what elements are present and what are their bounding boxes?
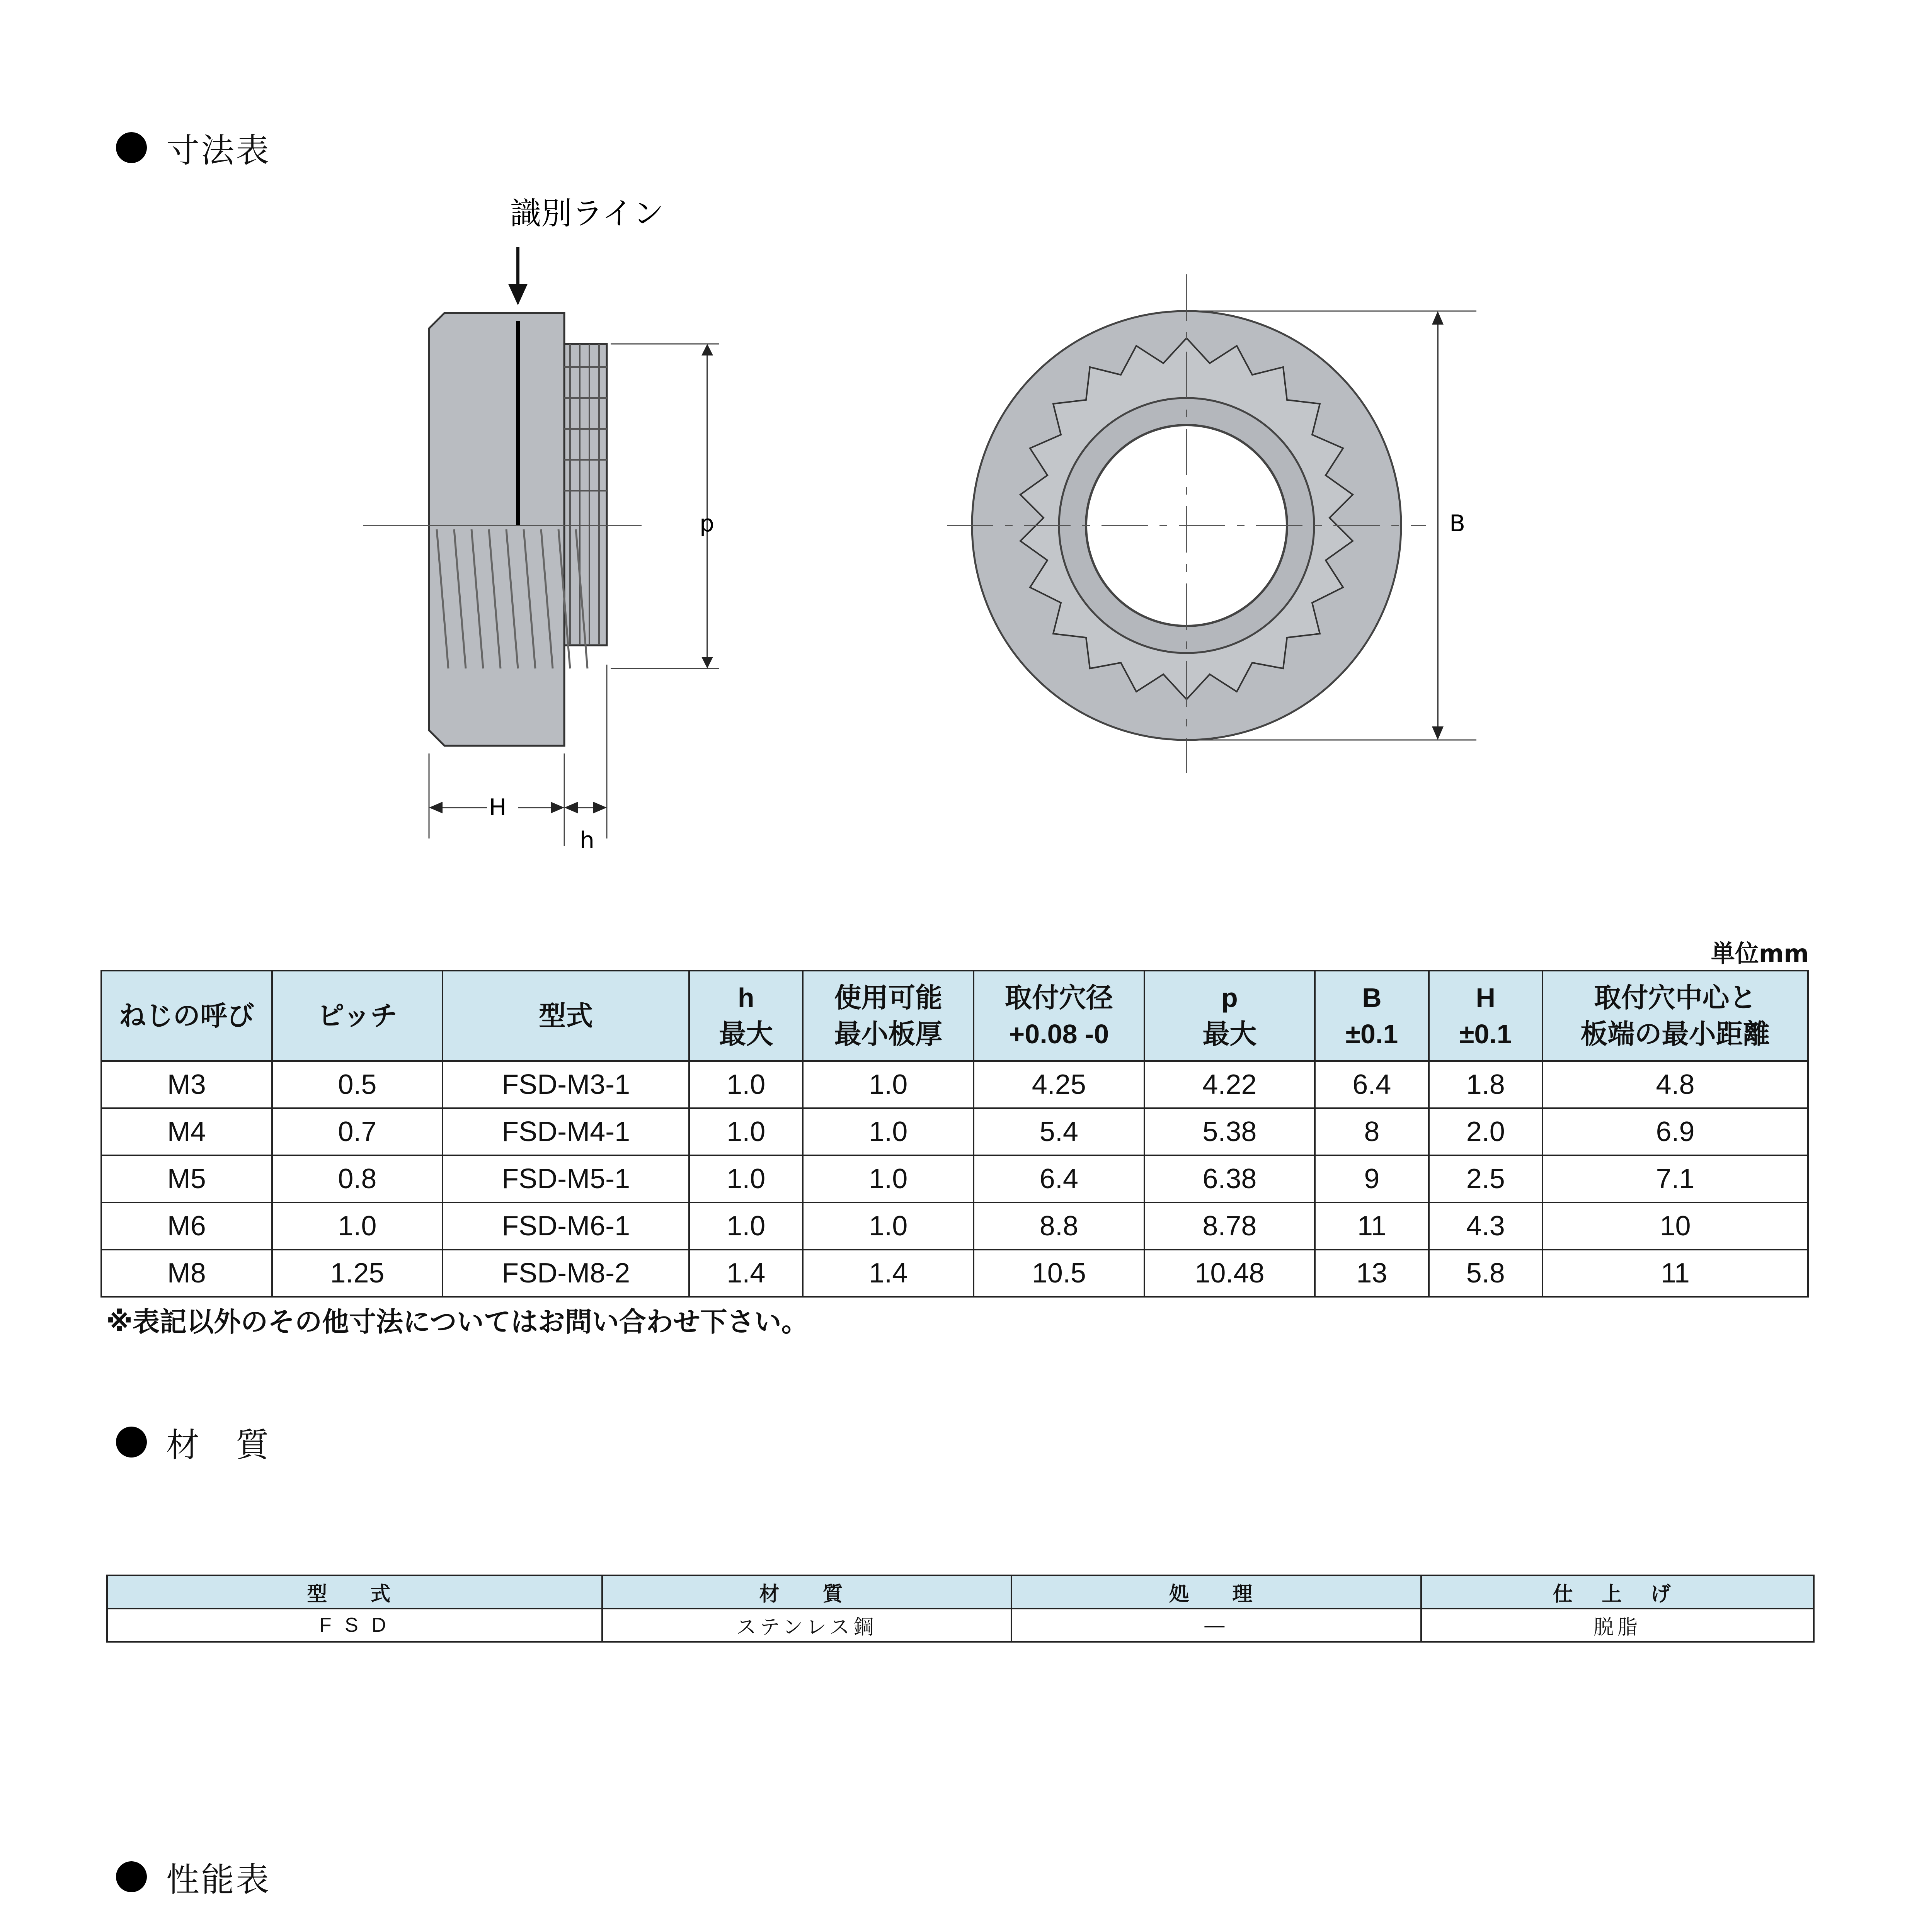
table-cell: M6 bbox=[101, 1202, 272, 1250]
dimension-label-p: p bbox=[700, 510, 715, 537]
table-cell: 0.7 bbox=[272, 1108, 443, 1155]
table-cell: 1.0 bbox=[803, 1108, 974, 1155]
technical-drawing bbox=[348, 182, 1507, 877]
dimension-note: ※表記以外のその他寸法についてはお問い合わせ下さい。 bbox=[106, 1306, 809, 1338]
col-header: ピッチ bbox=[272, 971, 443, 1061]
table-cell: 5.8 bbox=[1429, 1250, 1542, 1297]
table-cell: M8 bbox=[101, 1250, 272, 1297]
dimension-label-B: B bbox=[1449, 510, 1466, 537]
table-cell: 10.48 bbox=[1144, 1250, 1315, 1297]
dimension-label-H: H bbox=[489, 794, 507, 821]
section-title-material: 材 質 bbox=[116, 1418, 271, 1466]
col-header: 材 質 bbox=[602, 1575, 1012, 1609]
table-cell: 1.0 bbox=[803, 1155, 974, 1202]
table-cell: 8 bbox=[1315, 1108, 1428, 1155]
table-cell: M3 bbox=[101, 1061, 272, 1108]
table-cell: 2.0 bbox=[1429, 1108, 1542, 1155]
table-header-row bbox=[101, 971, 1808, 1061]
table-cell: M5 bbox=[101, 1155, 272, 1202]
table-cell: 11 bbox=[1542, 1250, 1808, 1297]
table-cell: 0.5 bbox=[272, 1061, 443, 1108]
table-cell: M4 bbox=[101, 1108, 272, 1155]
table-cell: 1.0 bbox=[689, 1061, 803, 1108]
dimension-arrow-icon bbox=[564, 802, 578, 813]
dimension-arrow-icon bbox=[701, 344, 713, 355]
col-header: h 最大 bbox=[689, 971, 803, 1061]
table-cell: FSD-M5-1 bbox=[443, 1155, 689, 1202]
dimension-arrow-icon bbox=[1432, 726, 1444, 740]
table-cell: 4.22 bbox=[1144, 1061, 1315, 1108]
table-cell: 1.8 bbox=[1429, 1061, 1542, 1108]
table-cell: 6.4 bbox=[974, 1155, 1144, 1202]
table-cell: 5.38 bbox=[1144, 1108, 1315, 1155]
table-header-row bbox=[107, 1575, 1814, 1609]
dimension-arrow-icon bbox=[551, 802, 564, 813]
material-table bbox=[106, 1575, 1815, 1643]
table-cell: ステンレス鋼 bbox=[602, 1609, 1012, 1642]
col-header: 取付穴径 +0.08 -0 bbox=[974, 971, 1144, 1061]
id-line-arrowhead-icon bbox=[508, 284, 528, 305]
dimension-arrow-icon bbox=[593, 802, 607, 813]
table-cell: FSD-M4-1 bbox=[443, 1108, 689, 1155]
table-cell: 2.5 bbox=[1429, 1155, 1542, 1202]
table-cell: 10 bbox=[1542, 1202, 1808, 1250]
table-cell: FSD-M3-1 bbox=[443, 1061, 689, 1108]
table-cell: 11 bbox=[1315, 1202, 1428, 1250]
dimension-arrow-icon bbox=[701, 657, 713, 668]
table-cell: 1.0 bbox=[689, 1108, 803, 1155]
bullet-icon bbox=[116, 1861, 147, 1892]
table-row bbox=[101, 1250, 1808, 1297]
section-title-performance: 性能表 bbox=[116, 1853, 271, 1901]
table-cell: 9 bbox=[1315, 1155, 1428, 1202]
bullet-icon bbox=[116, 1427, 147, 1458]
table-cell: 1.4 bbox=[803, 1250, 974, 1297]
table-cell: 8.78 bbox=[1144, 1202, 1315, 1250]
front-view bbox=[947, 274, 1426, 773]
table-row bbox=[101, 1155, 1808, 1202]
table-cell: FSD-M8-2 bbox=[443, 1250, 689, 1297]
unit-label: 単位mm bbox=[1711, 939, 1809, 968]
table-cell: 5.4 bbox=[974, 1108, 1144, 1155]
table-cell: 6.38 bbox=[1144, 1155, 1315, 1202]
table-cell: 脱脂 bbox=[1421, 1609, 1814, 1642]
col-header: B ±0.1 bbox=[1315, 971, 1428, 1061]
id-line-label: 識別ライン bbox=[510, 196, 664, 231]
dimension-arrow-icon bbox=[429, 802, 443, 813]
table-cell: 10.5 bbox=[974, 1250, 1144, 1297]
table-cell: 8.8 bbox=[974, 1202, 1144, 1250]
bullet-icon bbox=[116, 132, 147, 163]
col-header: ねじの呼び bbox=[101, 971, 272, 1061]
col-header: 処 理 bbox=[1011, 1575, 1421, 1609]
table-cell: 4.25 bbox=[974, 1061, 1144, 1108]
col-header: H ±0.1 bbox=[1429, 971, 1542, 1061]
table-row bbox=[101, 1202, 1808, 1250]
col-header: 仕 上 げ bbox=[1421, 1575, 1814, 1609]
table-cell: — bbox=[1011, 1609, 1421, 1642]
table-cell: F S D bbox=[107, 1609, 602, 1642]
table-cell: 6.4 bbox=[1315, 1061, 1428, 1108]
col-header: 型式 bbox=[443, 971, 689, 1061]
table-cell: 7.1 bbox=[1542, 1155, 1808, 1202]
table-cell: 4.8 bbox=[1542, 1061, 1808, 1108]
table-cell: 1.0 bbox=[689, 1202, 803, 1250]
table-row bbox=[107, 1609, 1814, 1642]
col-header: 型 式 bbox=[107, 1575, 602, 1609]
dimension-label-h: h bbox=[580, 827, 595, 854]
dimension-arrow-icon bbox=[1432, 311, 1444, 325]
table-cell: 0.8 bbox=[272, 1155, 443, 1202]
table-cell: 6.9 bbox=[1542, 1108, 1808, 1155]
col-header: 取付穴中心と 板端の最小距離 bbox=[1542, 971, 1808, 1061]
dimension-table bbox=[100, 970, 1809, 1298]
table-cell: 1.0 bbox=[803, 1061, 974, 1108]
section-title-dimensions: 寸法表 bbox=[116, 124, 271, 172]
table-cell: 1.25 bbox=[272, 1250, 443, 1297]
col-header: 使用可能 最小板厚 bbox=[803, 971, 974, 1061]
side-view bbox=[363, 313, 642, 746]
table-cell: 1.0 bbox=[803, 1202, 974, 1250]
table-cell: FSD-M6-1 bbox=[443, 1202, 689, 1250]
col-header: p 最大 bbox=[1144, 971, 1315, 1061]
table-cell: 4.3 bbox=[1429, 1202, 1542, 1250]
table-cell: 13 bbox=[1315, 1250, 1428, 1297]
table-cell: 1.4 bbox=[689, 1250, 803, 1297]
table-row bbox=[101, 1061, 1808, 1108]
table-cell: 1.0 bbox=[689, 1155, 803, 1202]
table-cell: 1.0 bbox=[272, 1202, 443, 1250]
table-row bbox=[101, 1108, 1808, 1155]
